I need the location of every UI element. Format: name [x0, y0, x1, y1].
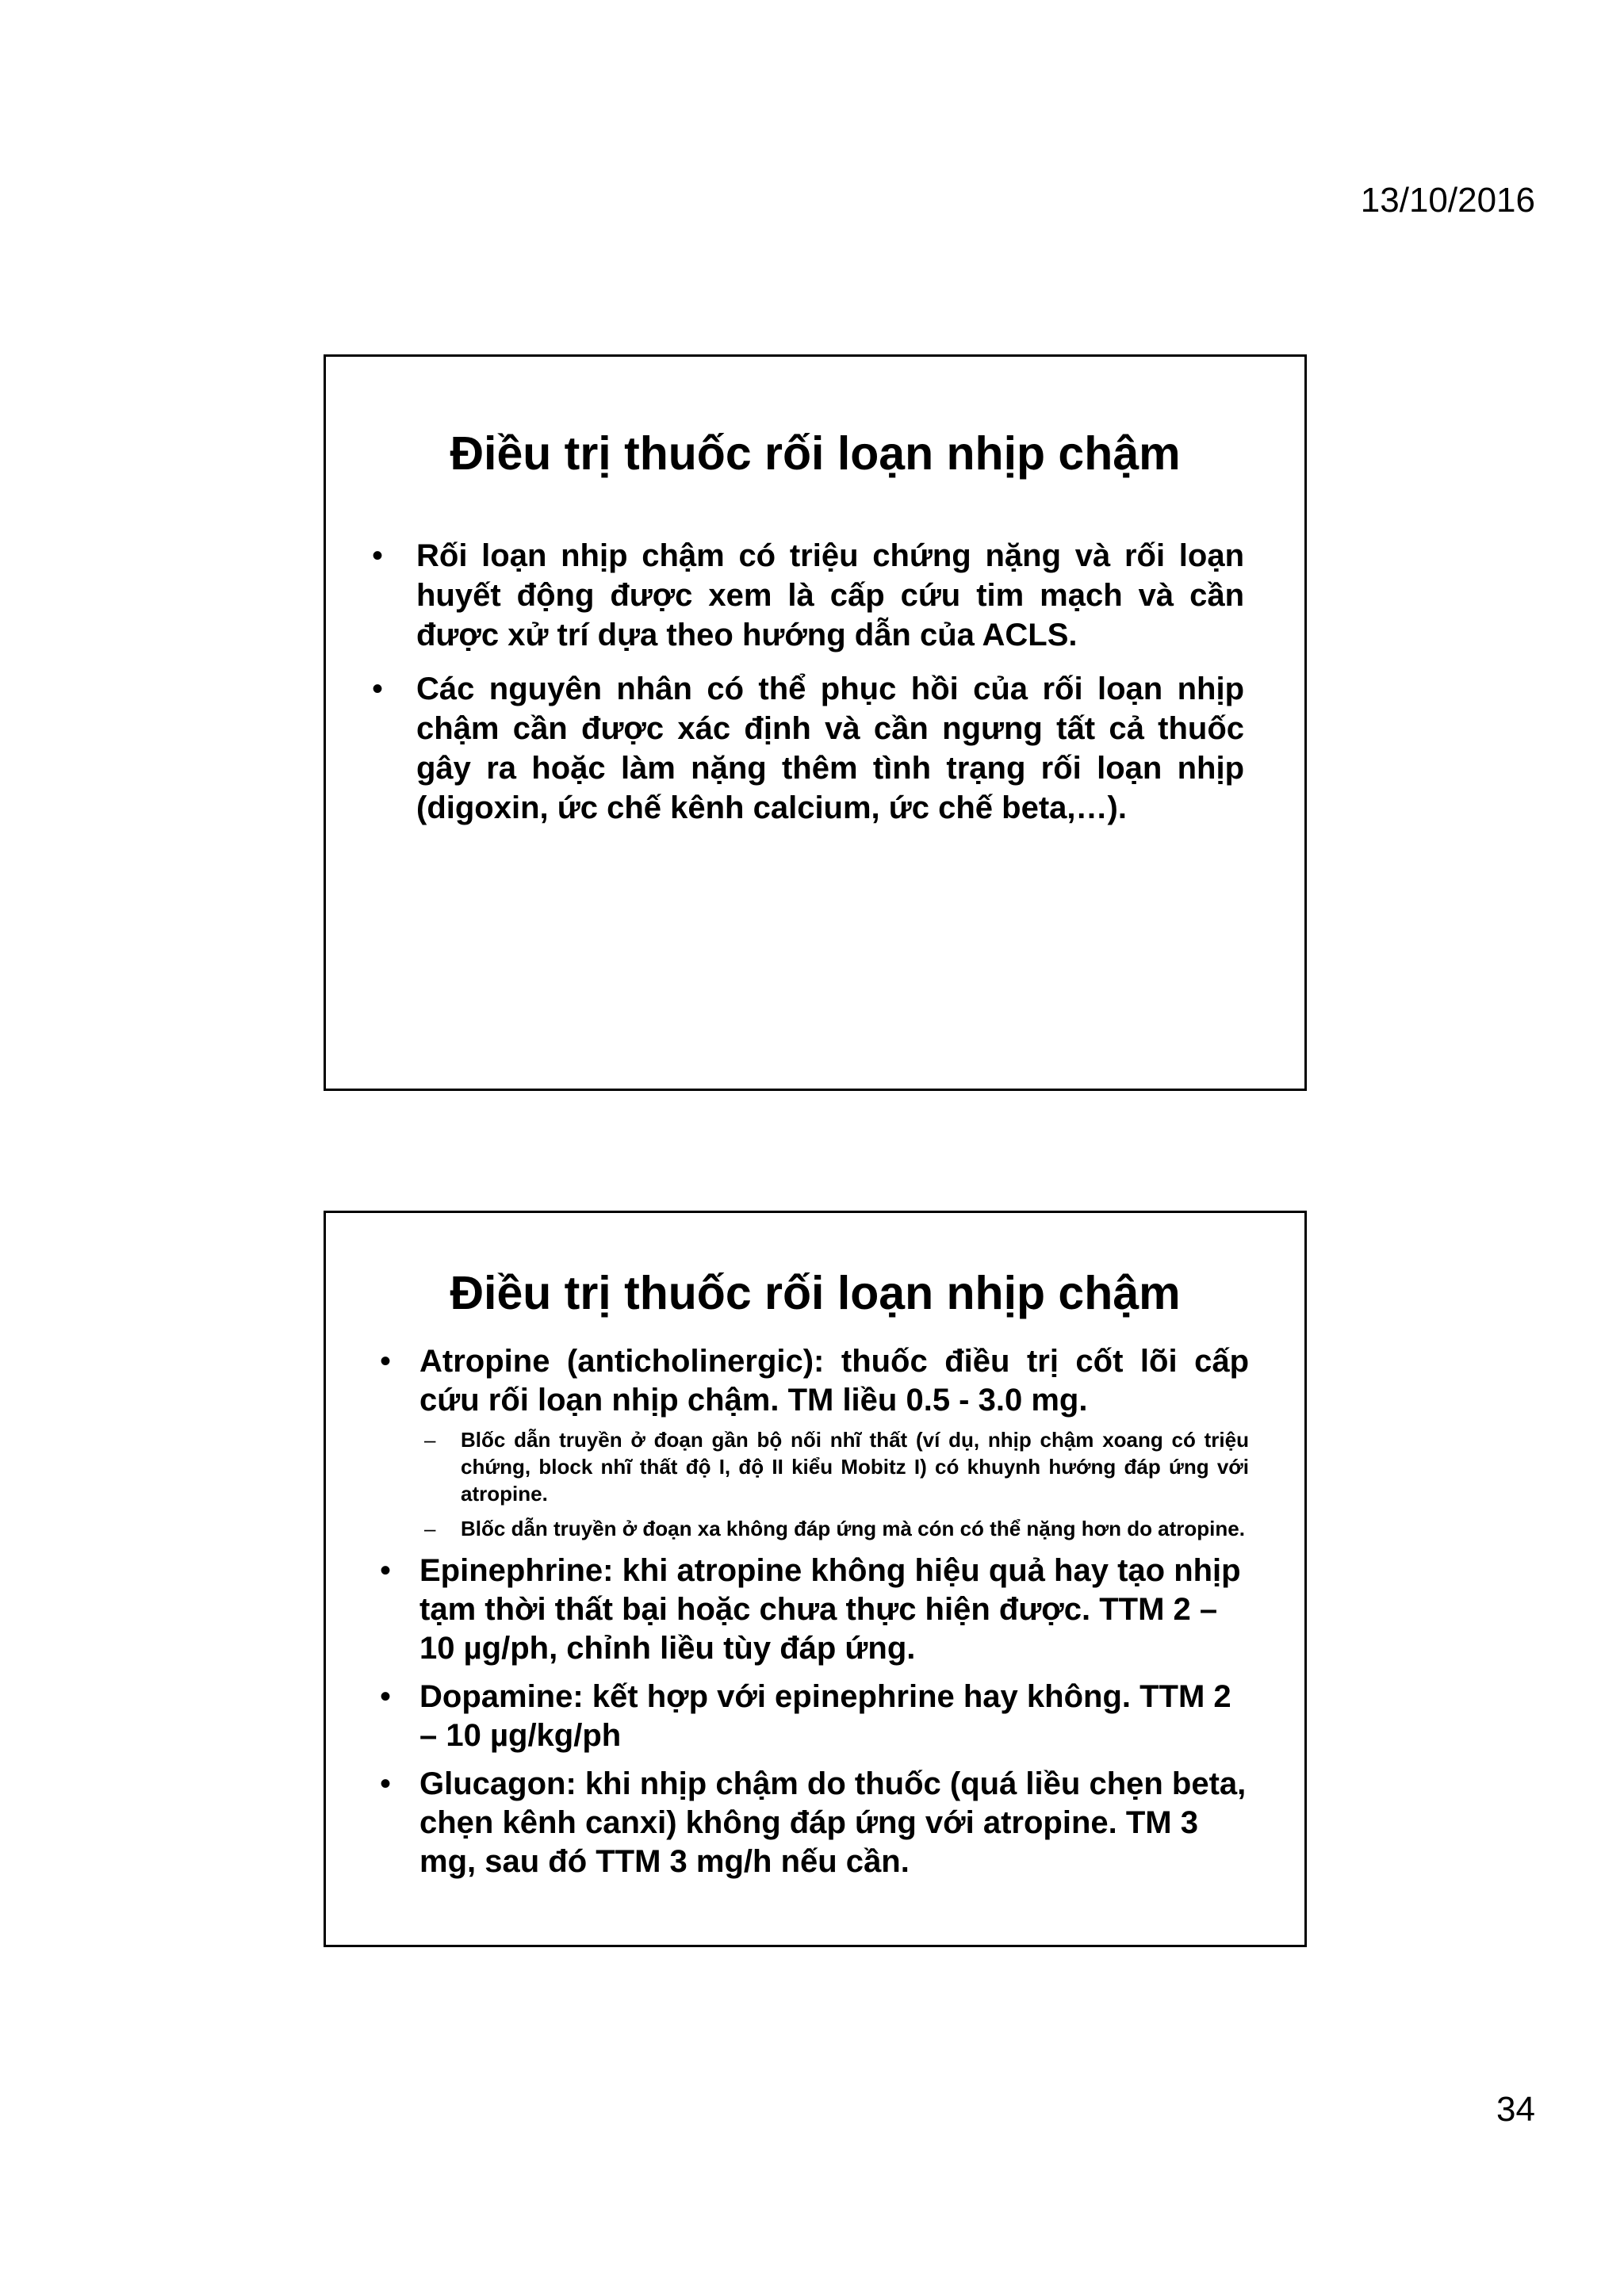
bullet-item — [372, 669, 1244, 828]
subbullet-item — [419, 1426, 1249, 1507]
slide-title: Điều trị thuốc rối loạn nhịp chậm — [450, 1267, 1181, 1319]
bullet-dot-icon: • — [380, 1553, 392, 1588]
bullet-dot-icon: • — [372, 672, 384, 706]
page-number: 34 — [1496, 2090, 1535, 2129]
bullet-list — [326, 1342, 1304, 1881]
dash-icon: – — [424, 1428, 436, 1452]
bullet-item — [380, 1552, 1249, 1668]
bullet-text: Rối loạn nhịp chậm có triệu chứng nặng và rối loạn huyết động được xem là cấp cứu tim mạch và cần được xử trí dựa theo hướng dẫn của ACLS. — [416, 538, 1244, 652]
bullet-dot-icon: • — [372, 538, 384, 573]
subbullet-list — [419, 1426, 1249, 1542]
bullet-text: Dopamine: kết hợp với epinephrine hay không. TTM 2 – 10 µg/kg/ph — [419, 1679, 1231, 1753]
bullet-item — [380, 1678, 1249, 1755]
slide-title: Điều trị thuốc rối loạn nhịp chậm — [450, 427, 1181, 480]
bullet-text: Các nguyên nhân có thể phục hồi của rối loạn nhịp chậm cần được xác định và cần ngưng tất cả thuốc gây ra hoặc làm nặng thêm tình trạng rối loạn nhịp (digoxin, ức chế kênh calcium, ức chế beta,…). — [416, 672, 1244, 825]
bullet-text: Atropine (anticholinergic): thuốc điều trị cốt lõi cấp cứu rối loạn nhịp chậm. TM liều 0.5 - 3.0 mg. — [419, 1344, 1249, 1418]
bullet-item — [380, 1765, 1249, 1881]
bullet-item — [380, 1342, 1249, 1542]
bullet-text: Glucagon: khi nhịp chậm do thuốc (quá liều chẹn beta, chẹn kênh canxi) không đáp ứng với atropine. TM 3 mg, sau đó TTM 3 mg/h nếu cần. — [419, 1766, 1247, 1879]
subbullet-text: Blốc dẫn truyền ở đoạn gần bộ nối nhĩ thất (ví dụ, nhịp chậm xoang có triệu chứng, block nhĩ thất độ I, độ II kiểu Mobitz I) có khuynh hướng đáp ứng với atropine. — [461, 1428, 1249, 1506]
bullet-text: Epinephrine: khi atropine không hiệu quả hay tạo nhịp tạm thời thất bại hoặc chưa thực hiện được. TTM 2 – 10 µg/ph, chỉnh liều tùy đáp ứng. — [419, 1553, 1241, 1666]
subbullet-item — [419, 1515, 1249, 1542]
bullet-dot-icon: • — [380, 1679, 392, 1714]
slide-1 — [324, 354, 1307, 1091]
bullet-dot-icon: • — [380, 1344, 392, 1379]
bullet-item — [372, 536, 1244, 655]
subbullet-text: Blốc dẫn truyền ở đoạn xa không đáp ứng mà cón có thể nặng hơn do atropine. — [461, 1517, 1245, 1540]
slide-2 — [324, 1211, 1307, 1947]
bullet-list — [326, 536, 1304, 828]
bullet-dot-icon: • — [380, 1766, 392, 1801]
dash-icon: – — [424, 1517, 436, 1540]
page-date: 13/10/2016 — [1360, 181, 1535, 220]
